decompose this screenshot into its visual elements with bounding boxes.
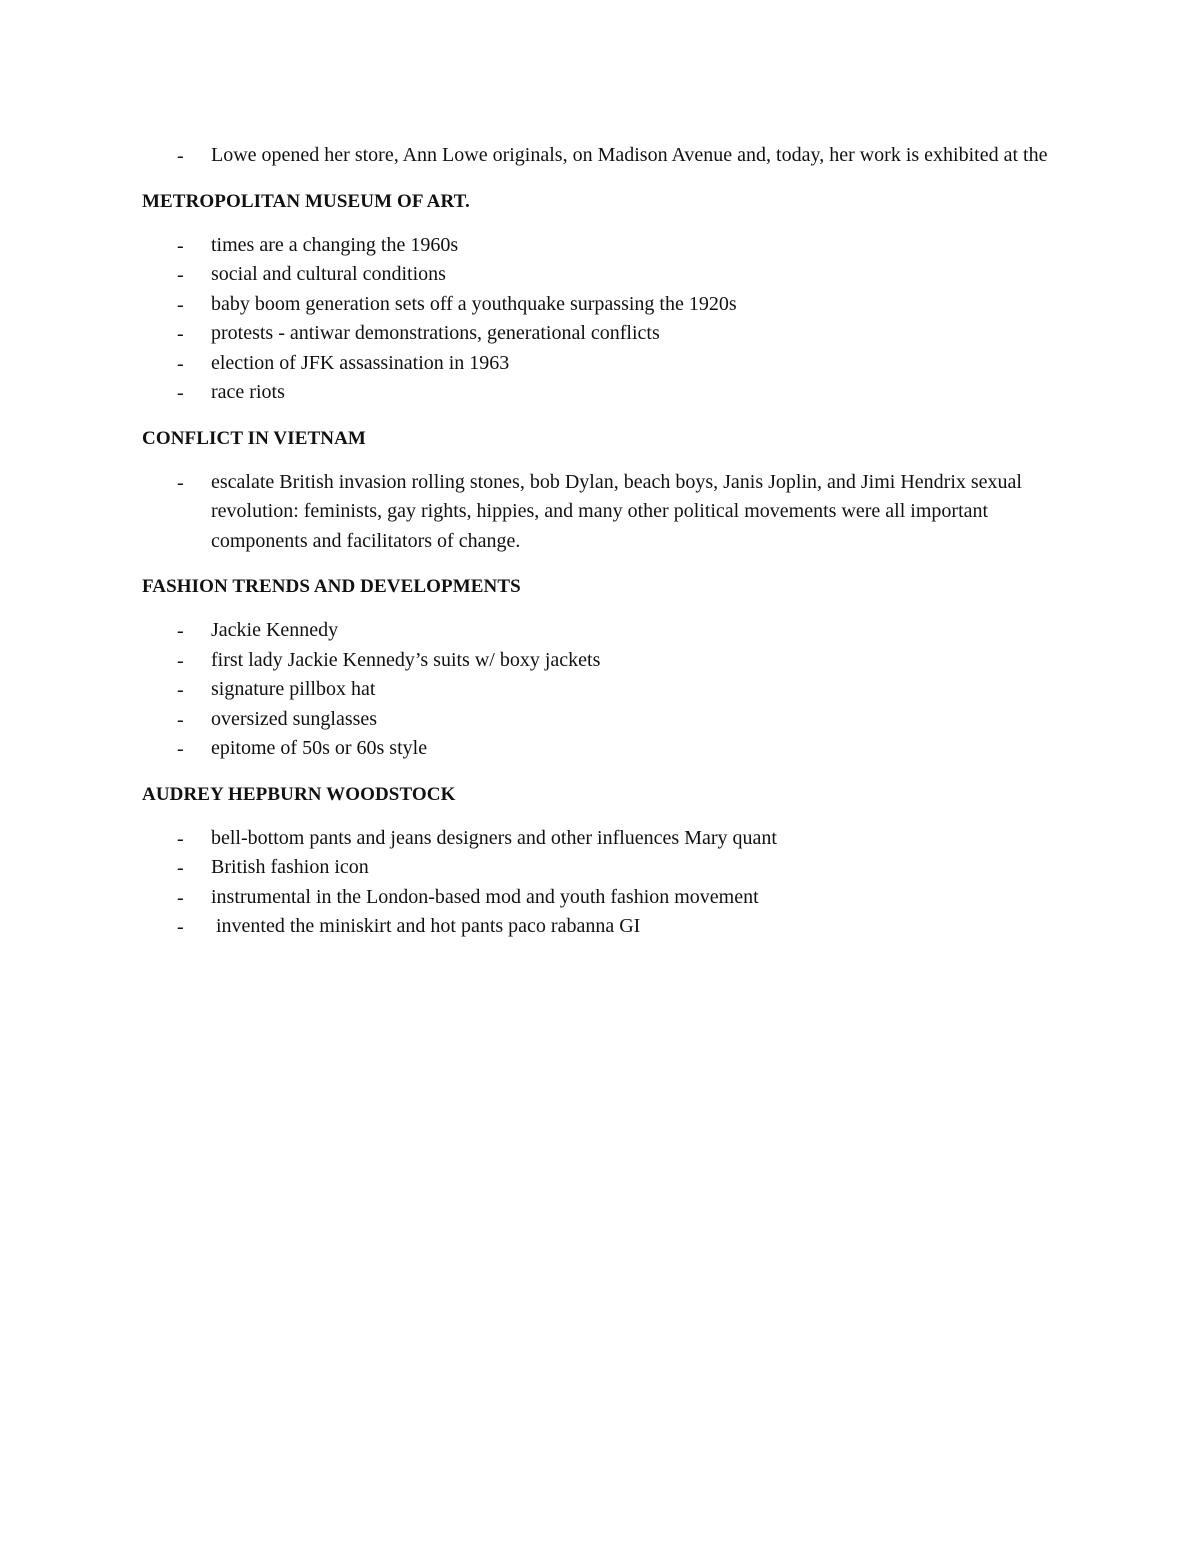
list-item xyxy=(142,705,1062,735)
list-item xyxy=(142,616,1062,646)
intro-list xyxy=(142,141,1062,171)
bullet-dash: - xyxy=(177,145,184,167)
bullet-dash: - xyxy=(177,382,184,404)
bullet-dash: - xyxy=(177,916,184,938)
bullet-dash: - xyxy=(177,679,184,701)
list-item xyxy=(142,824,1062,854)
bullet-dash: - xyxy=(177,323,184,345)
vietnam-section xyxy=(142,427,1062,557)
list-item-text: race riots xyxy=(211,381,285,403)
metropolitan-list xyxy=(142,231,1062,408)
list-item xyxy=(142,883,1062,913)
document-page xyxy=(142,141,1062,942)
intro-section xyxy=(142,141,1062,171)
list-item xyxy=(142,290,1062,320)
list-item-text: Lowe opened her store, Ann Lowe originals, on Madison Avenue and, today, her work is exhibited at the xyxy=(211,144,1048,166)
list-item xyxy=(142,912,1062,942)
bullet-dash: - xyxy=(177,264,184,286)
section-heading: METROPOLITAN MUSEUM OF ART. xyxy=(142,190,470,212)
list-item xyxy=(142,675,1062,705)
list-item-text: baby boom generation sets off a youthquake surpassing the 1920s xyxy=(211,292,737,315)
list-item-text: invented the miniskirt and hot pants paco rabanna GI xyxy=(211,915,641,937)
section-heading: CONFLICT IN VIETNAM xyxy=(142,427,366,449)
list-item-text: first lady Jackie Kennedy’s suits w/ boxy jackets xyxy=(211,648,601,671)
list-item-text: epitome of 50s or 60s style xyxy=(211,737,428,759)
list-item-text: oversized sunglasses xyxy=(211,707,378,730)
list-item xyxy=(142,468,1062,557)
fashion-trends-list xyxy=(142,616,1062,764)
bullet-dash: - xyxy=(177,708,184,731)
list-item xyxy=(142,378,1062,408)
bullet-dash: - xyxy=(177,471,184,494)
bullet-dash: - xyxy=(177,827,184,850)
list-item-text: social and cultural conditions xyxy=(211,263,446,285)
audrey-hepburn-list xyxy=(142,824,1062,942)
audrey-hepburn-section xyxy=(142,783,1062,942)
bullet-dash: - xyxy=(177,234,184,257)
list-item-text: times are a changing the 1960s xyxy=(211,233,459,256)
bullet-dash: - xyxy=(177,352,184,375)
bullet-dash: - xyxy=(177,620,184,642)
list-item xyxy=(142,349,1062,379)
vietnam-list xyxy=(142,468,1062,557)
list-item-text: Jackie Kennedy xyxy=(211,619,339,641)
list-item xyxy=(142,853,1062,883)
list-item xyxy=(142,646,1062,676)
list-item xyxy=(142,319,1062,349)
list-item-text: instrumental in the London-based mod and youth fashion movement xyxy=(211,885,759,908)
fashion-trends-section xyxy=(142,575,1062,764)
list-item xyxy=(142,141,1062,171)
list-item-text: British fashion icon xyxy=(211,856,369,878)
list-item-text: signature pillbox hat xyxy=(211,678,376,700)
list-item-text: protests - antiwar demonstrations, generational conflicts xyxy=(211,322,660,344)
list-item xyxy=(142,260,1062,290)
bullet-dash: - xyxy=(177,649,184,672)
bullet-dash: - xyxy=(177,857,184,879)
metropolitan-section xyxy=(142,190,1062,408)
section-heading: AUDREY HEPBURN WOODSTOCK xyxy=(142,783,456,805)
list-item-text: bell-bottom pants and jeans designers and other influences Mary quant xyxy=(211,826,777,849)
bullet-dash: - xyxy=(177,293,184,316)
bullet-dash: - xyxy=(177,738,184,760)
list-item xyxy=(142,734,1062,764)
list-item-text: escalate British invasion rolling stones, bob Dylan, beach boys, Janis Joplin, and Jimi Hendrix sexual revolution: feminists, gay rights, hippies, and many other political movements were all important components and facilitators of change. xyxy=(211,470,1022,552)
bullet-dash: - xyxy=(177,886,184,909)
list-item xyxy=(142,231,1062,261)
section-heading: FASHION TRENDS AND DEVELOPMENTS xyxy=(142,576,521,597)
list-item-text: election of JFK assassination in 1963 xyxy=(211,351,510,374)
